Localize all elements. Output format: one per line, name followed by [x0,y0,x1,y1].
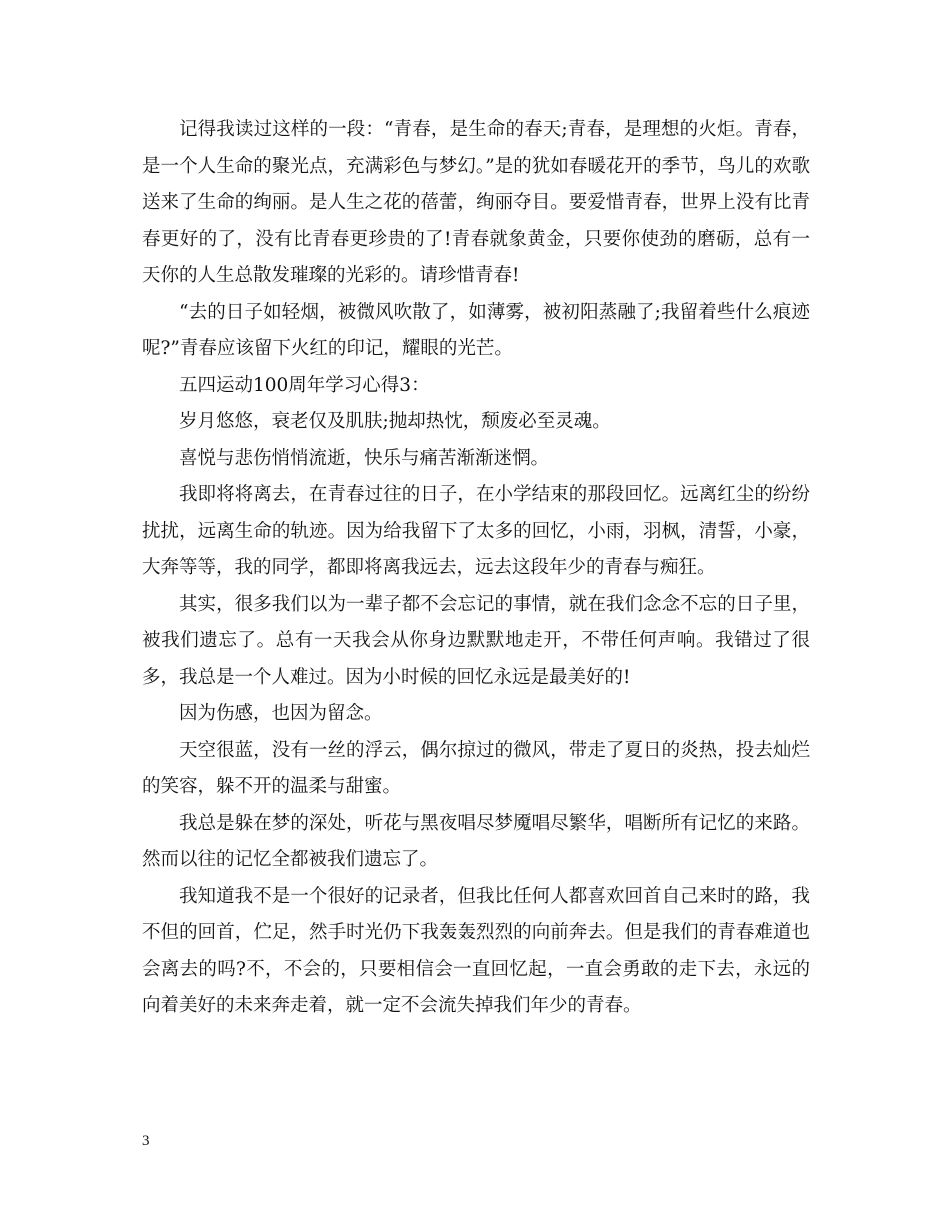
paragraph: 喜悦与悲伤悄悄流逝，快乐与痛苦渐渐迷惘。 [179,447,550,469]
paragraph: 我总是躲在梦的深处，听花与黑夜唱尽梦魇唱尽繁华，唱断所有记忆的来路。然而以往的记忆全都被我们遗忘了。 [142,812,810,870]
paragraph: 我即将将离去，在青春过往的日子，在小学结束的那段回忆。远离红尘的纷纷扰扰，远离生命的轨迹。因为给我留下了太多的回忆，小雨，羽枫，清誓，小豪，大奔等等，我的同学，都即将离我远去，远去这段年少的青春与痴狂。 [142,484,810,578]
paragraph: 五四运动100周年学习心得3： [179,374,430,396]
paragraph: 其实，很多我们以为一辈子都不会忘记的事情，就在我们念念不忘的日子里，被我们遗忘了。总有一天我会从你身边默默地走开，不带任何声响。我错过了很多，我总是一个人难过。因为小时候的回忆永远是最美好的! [142,593,810,688]
paragraph: 我知道我不是一个很好的记录者，但我比任何人都喜欢回首自己来时的路，我不但的回首，伫足，然手时光仍下我轰轰烈烈的向前奔去。但是我们的青春难道也会离去的吗?不，不会的，只要相信会一直回忆起，一直会勇敢的走下去，永远的向着美好的未来奔走着，就一定不会流失掉我们年少的青春。 [142,885,810,1016]
paragraph: “去的日子如轻烟，被微风吹散了，如薄雾，被初阳蒸融了;我留着些什么痕迹呢?”青春应该留下火红的印记，耀眼的光芒。 [142,301,810,359]
paragraph: 岁月悠悠，衰老仅及肌肤;抛却热忱，颓废必至灵魂。 [179,411,611,432]
document-body [142,112,810,1025]
paragraph: 因为伤感，也因为留念。 [179,703,383,724]
paragraph: 记得我读过这样的一段：“青春，是生命的春天;青春，是理想的火炬。青春，是一个人生命的聚光点，充满彩色与梦幻。”是的犹如春暖花开的季节，鸟儿的欢歌送来了生命的绚丽。是人生之花的蓓蕾，绚丽夺目。要爱惜青春，世界上没有比青春更好的了，没有比青春更珍贵的了!青春就象黄金，只要你使劲的磨砺，总有一天你的人生总散发璀璨的光彩的。请珍惜青春! [142,119,810,286]
paragraph: 天空很蓝，没有一丝的浮云，偶尔掠过的微风，带走了夏日的炎热，投去灿烂的笑容，躲不开的温柔与甜蜜。 [142,739,810,797]
page-number: 3 [142,1133,150,1149]
